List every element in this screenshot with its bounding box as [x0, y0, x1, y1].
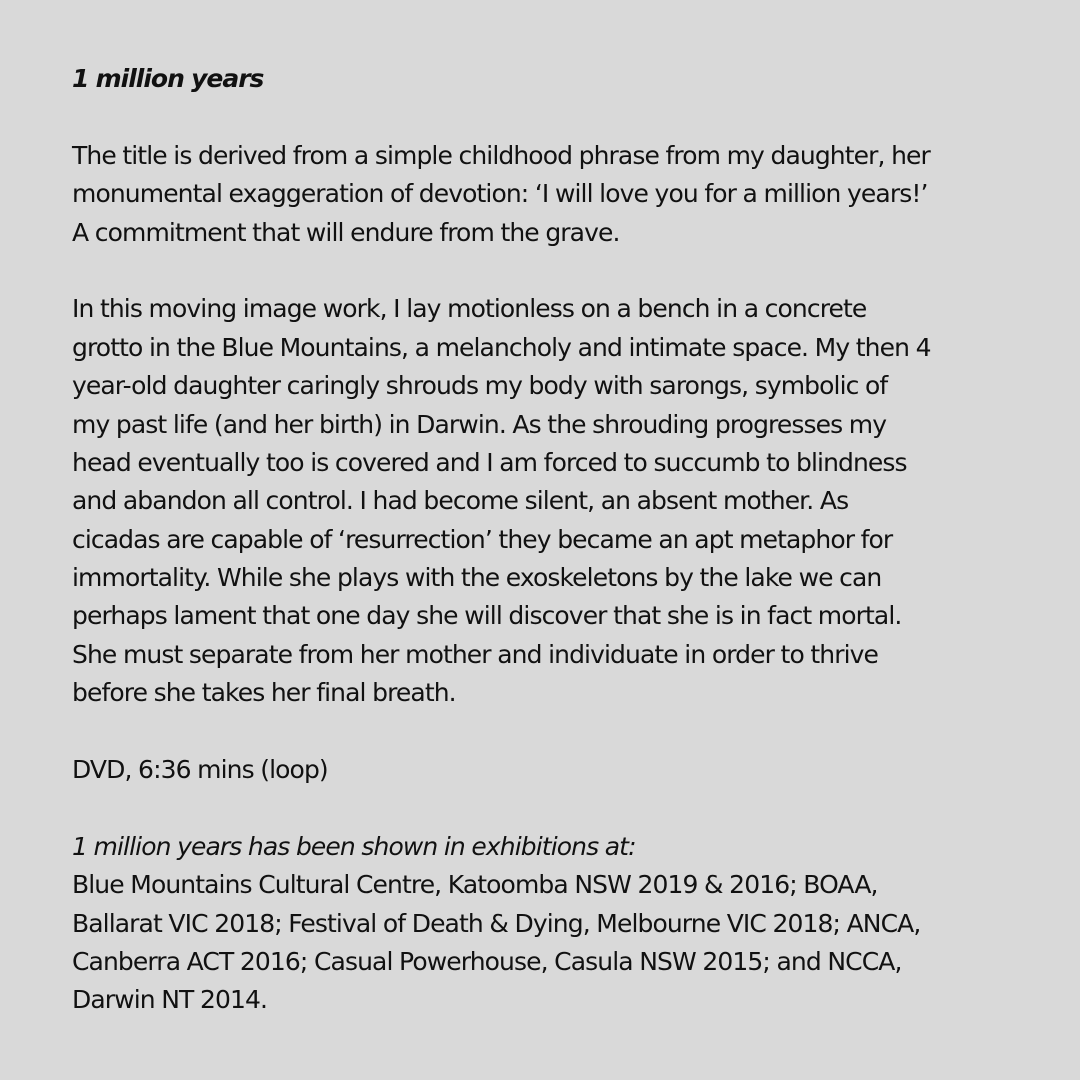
paragraph-line: perhaps lament that one day she will discover that she is in fact mortal. — [72, 601, 902, 631]
paragraph-line: grotto in the Blue Mountains, a melancholy and intimate space. My then 4 — [72, 332, 931, 362]
paragraph-line: head eventually too is covered and I am forced to succumb to blindness — [72, 447, 907, 477]
exhibition-line: Ballarat VIC 2018; Festival of Death & Dying, Melbourne VIC 2018; ANCA, — [72, 908, 921, 938]
paragraph-line: monumental exaggeration of devotion: ‘I will love you for a million years!’ — [72, 179, 928, 209]
paragraph-line: before she takes her final breath. — [72, 678, 456, 708]
exhibition-line: Darwin NT 2014. — [72, 985, 268, 1015]
paragraph-line: cicadas are capable of ‘resurrection’ they became an apt metaphor for — [72, 524, 893, 554]
spacer — [72, 98, 1017, 136]
exhibitions-heading: 1 million years has been shown in exhibitions at: — [72, 831, 636, 861]
work-description-paragraph — [72, 290, 1017, 712]
paragraph-line: immortality. While she plays with the exoskeletons by the lake we can — [72, 563, 882, 593]
exhibition-line: Blue Mountains Cultural Centre, Katoomba NSW 2019 & 2016; BOAA, — [72, 870, 878, 900]
paragraph-line: and abandon all control. I had become silent, an absent mother. As — [72, 486, 849, 516]
paragraph-line: A commitment that will endure from the grave. — [72, 217, 620, 247]
artwork-statement — [72, 60, 1017, 1020]
paragraph-line: The title is derived from a simple childhood phrase from my daughter, her — [72, 140, 930, 170]
medium-details: DVD, 6:36 mins (loop) — [72, 755, 328, 785]
artwork-title: 1 million years — [72, 64, 264, 93]
spacer — [72, 252, 1017, 290]
exhibition-line: Canberra ACT 2016; Casual Powerhouse, Casula NSW 2015; and NCCA, — [72, 946, 902, 976]
exhibitions-list — [72, 866, 1017, 1020]
paragraph-line: my past life (and her birth) in Darwin. As the shrouding progresses my — [72, 409, 887, 439]
paragraph-line: In this moving image work, I lay motionless on a bench in a concrete — [72, 294, 867, 324]
paragraph-line: She must separate from her mother and individuate in order to thrive — [72, 639, 879, 669]
paragraph-line: year-old daughter caringly shrouds my body with sarongs, symbolic of — [72, 371, 888, 401]
title-origin-paragraph — [72, 137, 1017, 252]
spacer — [72, 789, 1017, 827]
spacer — [72, 713, 1017, 751]
